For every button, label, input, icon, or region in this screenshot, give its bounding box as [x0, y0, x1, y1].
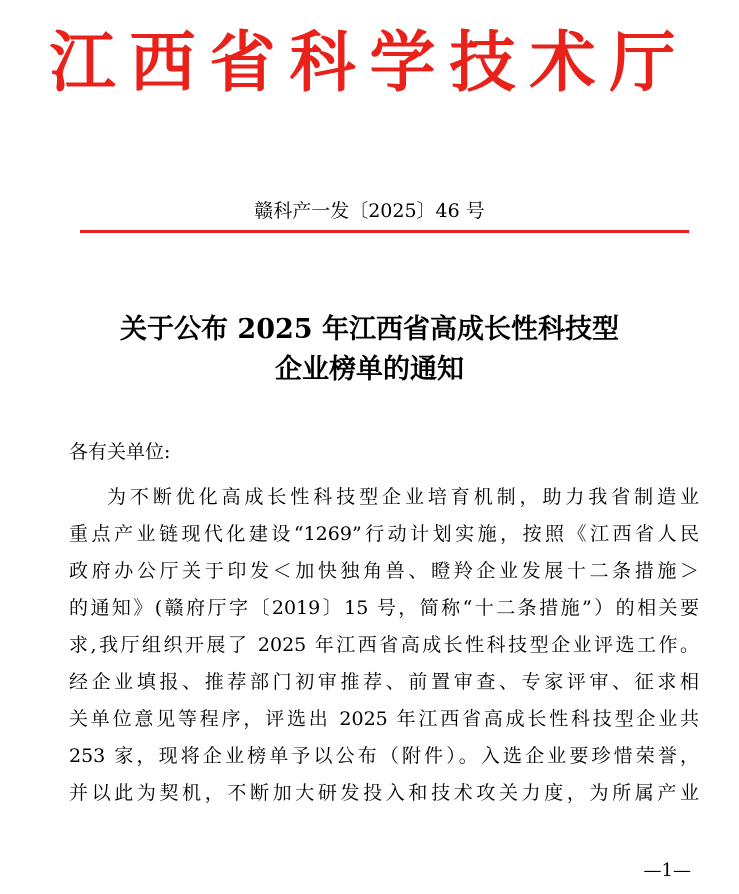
body-line: 的通知》(赣府厅字〔2019〕15 号，简称“十二条措施”）的相关要 — [69, 597, 699, 619]
body-line: 重点产业链现代化建设“1269”行动计划实施，按照《江西省人民 — [69, 523, 699, 545]
body-line: 为不断优化高成长性科技型企业培育机制，助力我省制造业 — [107, 486, 699, 508]
document-title-line-2: 企业榜单的通知 — [275, 354, 464, 385]
salutation: 各有关单位: — [69, 441, 171, 463]
body-line: 经企业填报、推荐部门初审推荐、前置审查、专家评审、征求相 — [69, 671, 699, 693]
red-divider-line — [80, 230, 689, 233]
issuer-masthead: 江西省科学技术厅 — [49, 23, 690, 101]
body-text — [69, 479, 699, 812]
body-line: 求,我厅组织开展了 2025 年江西省高成长性科技型企业评选工作。 — [69, 634, 699, 656]
document-title-line-1: 关于公布 2025 年江西省高成长性科技型 — [120, 314, 619, 345]
body-line: 关单位意见等程序，评选出 2025 年江西省高成长性科技型企业共 — [69, 708, 699, 730]
document-number: 赣科产一发〔2025〕46 号 — [254, 200, 485, 222]
body-line: 253 家，现将企业榜单予以公布（附件）。入选企业要珍惜荣誉， — [69, 745, 699, 767]
body-line: 政府办公厅关于印发＜加快独角兽、瞪羚企业发展十二条措施＞ — [69, 560, 699, 582]
body-line: 并以此为契机，不断加大研发投入和技术攻关力度，为所属产业 — [69, 782, 699, 804]
page-number: —1— — [643, 860, 691, 881]
